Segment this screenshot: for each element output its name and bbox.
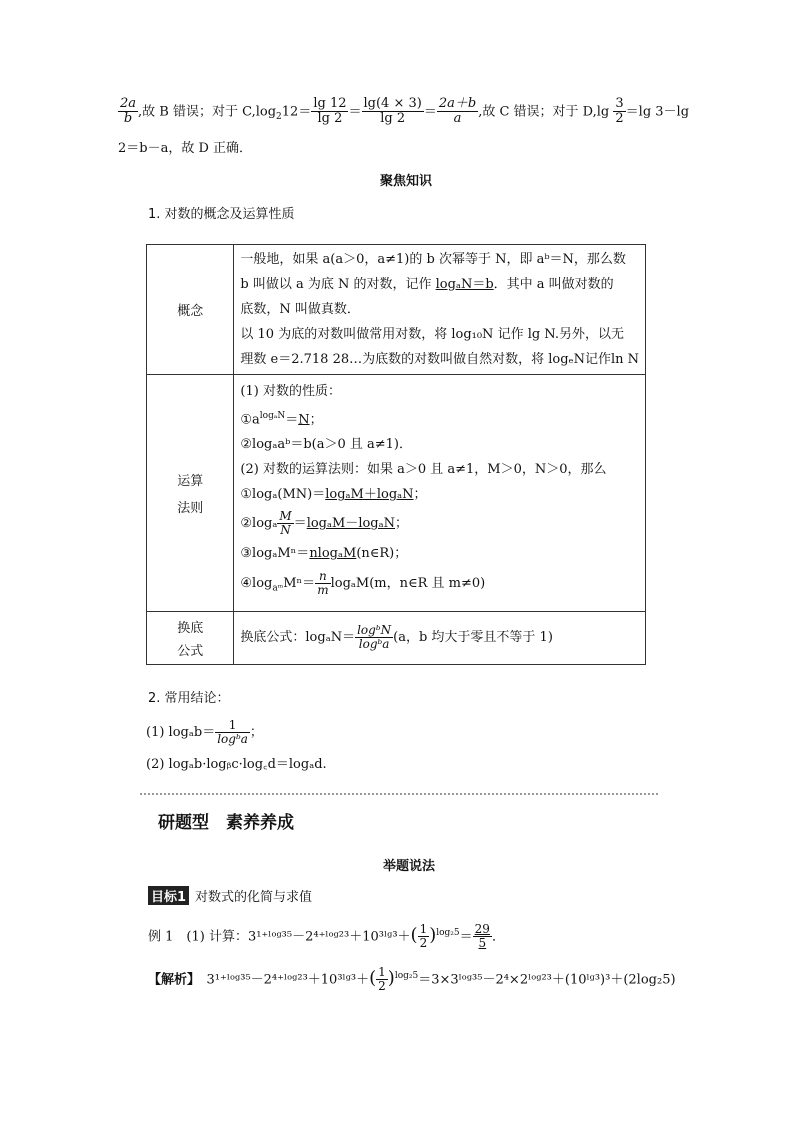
section-heading: 研题型 素养养成	[158, 813, 294, 833]
rules-label: 运算 法则	[147, 375, 234, 612]
item-1-heading: 1. 对数的概念及运算性质	[148, 207, 295, 222]
goal-badge: 目标1	[148, 886, 189, 905]
goal-text: 对数式的化简与求值	[195, 890, 313, 905]
item-2-heading: 2. 常用结论：	[148, 691, 230, 706]
base-content: 换底公式：logₐN＝ $\frac{\text{logᵇN}}{\text{logᵇa}}$ (a，b 均大于零且不等于 1)	[234, 612, 646, 665]
goal-heading	[148, 886, 312, 905]
concept-label: 概念	[147, 245, 234, 375]
row-change-of-base	[147, 612, 646, 665]
top-line-1: $\frac{2a}{b}$ ,故 B 错误；对于 $C,\log_212=$ $\frac{\lg 12}{\lg 2}$ ＝ $\frac{\lg(4 \times 3)}{\lg 2}$ ＝ $\frac{2a+b}{a}$ ,故 C 错误；对于 D,lg $\frac{3}{2}$ ＝lg 3－lg	[120, 96, 690, 127]
example-1: 例 1 (1) 计算：3¹⁺ˡᵒᵍ³⁵－2⁴⁺ˡᵒᵍ²³＋10³ˡᵍ³＋( $\frac{1}{2}$ )$^{log_25}$＝ $\frac{29}{5}$ ．	[148, 922, 505, 951]
fraction-3-over-2: $\frac{3}{2}$	[615, 96, 624, 127]
concept-content: 一般地，如果 a(a＞0，a≠1)的 b 次幂等于 N，即 aᵇ＝N，那么数 b 叫做以 a 为底 N 的对数，记作 logₐN＝b．其中 a 叫做对数的 底数，N 叫做真数． 以 10 为底的对数叫做常用对数，将 log₁₀N 记作 lg N.另外，以无 理数 e＝2.718 28…为底数的对数叫做自然对数，将 logₑN记作ln N	[234, 245, 646, 375]
fraction-lg12-expanded: $\frac{\lg(4 \times 3)}{\lg 2}$	[363, 96, 422, 127]
fraction-2a-plus-b: $\frac{2a+b}{a}$	[438, 96, 477, 127]
fraction-2a-over-b: $\frac{2a}{b}$	[120, 96, 137, 127]
section-divider	[140, 793, 658, 795]
example-title: 举题说法	[383, 859, 436, 874]
fraction-lg12-lg2: $\frac{\lg 12}{\lg 2}$	[313, 96, 347, 127]
base-label: 换底 公式	[147, 612, 234, 665]
conclusion-2: (2) logₐb·logᵦc·log꜀d＝logₐd.	[146, 757, 327, 772]
rules-content: (1) 对数的性质： $①a^{log_aN}=N$； ②logₐaᵇ＝b(a＞0 且 a≠1)． (2) 对数的运算法则：如果 a＞0 且 a≠1，M＞0，N＞0，那么 ①logₐ(MN)＝logₐM＋logₐN； ②logₐ $\frac{M}{N}$ ＝logₐM－logₐN； ③logₐMⁿ＝nlogₐM(n∈R)； $④\log_{aᵐ}M^n=$ $\frac{n}{m}$ logₐM(m，n∈R 且 m≠0)	[234, 375, 646, 612]
concept-blank: logₐN＝b	[435, 277, 494, 292]
conclusion-1: (1) logₐb＝ $\frac{1}{\text{logᵇa}}$ ；	[146, 717, 263, 746]
solution-line: 【解析】 3¹⁺ˡᵒᵍ³⁵－2⁴⁺ˡᵒᵍ²³＋10³ˡᵍ³＋( $\frac{1}{2}$ )$^{log_25}$＝3×3ˡᵒᵍ³⁵－2⁴×2ˡᵒᵍ²³＋(10ˡᵍ³)³＋(2log₂5)	[148, 965, 676, 994]
focus-knowledge-title: 聚焦知识	[380, 174, 433, 189]
row-concept	[147, 245, 646, 375]
log-knowledge-table	[146, 244, 646, 665]
row-rules	[147, 375, 646, 612]
top-line-2: 2＝b－a，故 D 正确．	[118, 141, 253, 156]
